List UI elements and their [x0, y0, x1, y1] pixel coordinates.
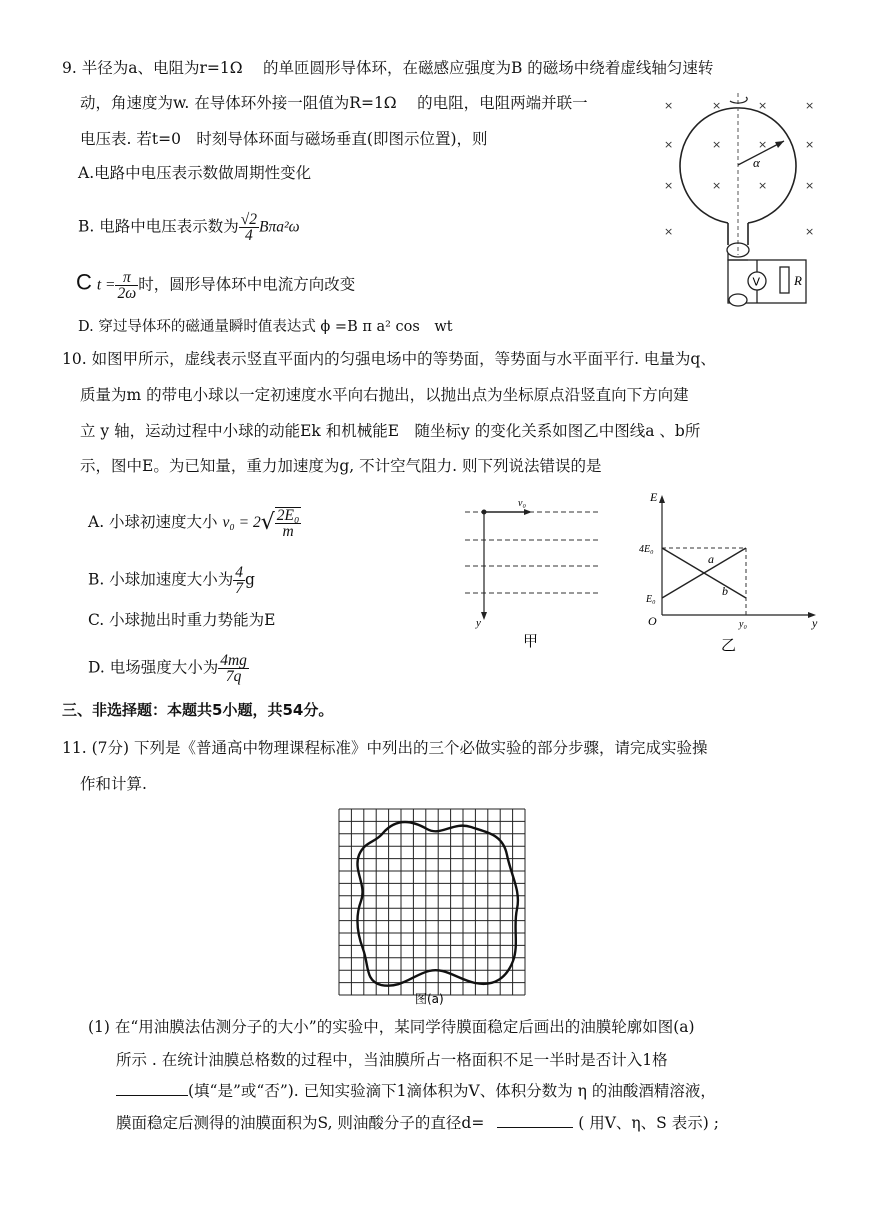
q10-option-b-fraction: [233, 565, 245, 596]
cross-mark: ×: [758, 179, 768, 192]
v0-label: v₀: [518, 498, 526, 509]
sqrt-icon: √: [260, 510, 275, 535]
q10-option-d-fraction: [218, 653, 249, 684]
q11-p1-line1: (1) 在“用油膜法估测分子的大小”的实验中，某同学待膜面稳定后画出的油膜轮廓如图(a): [88, 1018, 695, 1036]
alpha-label: α: [753, 155, 760, 170]
figure-caption-jia: 甲: [523, 632, 539, 650]
q10-figure-yi: [636, 485, 826, 660]
q9-option-c-den: 2ω: [117, 285, 137, 302]
figure-caption-yi: 乙: [721, 636, 737, 654]
cross-mark: ×: [805, 138, 815, 151]
q11-p1-line2: 所示 . 在统计油膜总格数的过程中，当油膜所占一格面积不足一半时是否计入1格: [116, 1051, 668, 1069]
q9-option-c: [76, 270, 355, 301]
q9-option-a: A.电路中电压表示数做周期性变化: [78, 164, 312, 182]
q9-option-c-t: t =: [96, 276, 116, 294]
cross-mark: ×: [712, 99, 722, 112]
answer-blank-1[interactable]: [116, 1081, 188, 1096]
q10-line4: 示，图中E。为已知量，重力加速度为g, 不计空气阻力. 则下列说法错误的是: [80, 457, 602, 475]
q10-line1: 10. 如图甲所示，虚线表示竖直平面内的匀强电场中的等势面，等势面与水平面平行. 电量为q、: [62, 350, 716, 368]
cross-mark: ×: [805, 99, 815, 112]
q10-option-d-den: 7q: [225, 668, 242, 685]
q9-line2: 动，角速度为w. 在导体环外接一阻值为R=1Ω 的电阻，电阻两端并联一: [80, 94, 588, 112]
ball: [482, 510, 487, 515]
q11-p1-line3: [116, 1081, 716, 1101]
cross-mark: ×: [664, 179, 674, 192]
q11-line2: 作和计算.: [80, 775, 147, 793]
magnetic-field-crosses: [664, 99, 814, 238]
line-b-label: b: [722, 584, 728, 598]
q9-option-c-num: π: [115, 270, 138, 286]
cross-mark: ×: [664, 225, 674, 238]
y-label: y: [812, 616, 818, 630]
cross-mark: ×: [664, 138, 674, 151]
q10-option-d-label: D. 电场强度大小为: [88, 658, 219, 677]
brush-contact: [729, 294, 747, 306]
q9-line3: 电压表. 若t=0 时刻导体环面与磁场垂直(即图示位置)，则: [80, 130, 488, 148]
cross-mark: ×: [805, 225, 815, 238]
cross-mark: ×: [664, 99, 674, 112]
oil-film-grid-figure: [335, 805, 535, 1005]
q10-option-b: [88, 565, 255, 596]
q9-option-b-fraction: [239, 212, 259, 243]
q9-figure: [650, 85, 820, 315]
y-label: y: [476, 617, 481, 629]
q10-figure-jia: [460, 492, 610, 662]
q11-p1-line4: [116, 1113, 719, 1133]
q10-option-a-v0: v₀ = 2: [222, 514, 261, 531]
E-label: E: [650, 490, 658, 504]
origin-label: O: [648, 614, 657, 628]
line-a-label: a: [708, 552, 714, 566]
q11-p1-line3-text: (填“是”或“否”). 已知实验滴下1滴体积为V、体积分数为 η 的油酸酒精溶液，: [188, 1082, 716, 1100]
q10-option-b-label: B. 小球加速度大小为: [88, 570, 234, 589]
q10-option-b-num: 4: [235, 564, 243, 581]
q10-option-b-den: 7: [235, 580, 243, 597]
q9-option-b-num: √2: [240, 211, 258, 228]
rotation-arrow-icon: [730, 97, 747, 103]
q10-option-d: [88, 653, 249, 684]
q10-option-a-num: 2E₀: [276, 507, 300, 524]
q10-option-b-unit: g: [245, 570, 255, 589]
q9-line1: 9. 半径为a、电阻为r=1Ω 的单匝圆形导体环，在磁感应强度为B 的磁场中绕着虚线轴匀速转: [62, 59, 714, 77]
answer-blank-2[interactable]: [497, 1113, 573, 1128]
cross-mark: ×: [712, 138, 722, 151]
q9-option-b-expr: Bπa²ω: [259, 218, 300, 236]
voltmeter-label: V: [752, 275, 761, 289]
cross-mark: ×: [758, 99, 768, 112]
q10-option-a: [88, 507, 301, 539]
cross-mark: ×: [758, 138, 768, 151]
q11-line1: 11. (7分) 下列是《普通高中物理课程标准》中列出的三个必做实验的部分步骤，请完成实验操: [62, 739, 708, 757]
q11-p1-line4-hint: ( 用V、η、S 表示) ;: [578, 1114, 719, 1132]
q9-option-c-text: 时，圆形导体环中电流方向改变: [138, 275, 356, 294]
tick-y0: y₀: [739, 619, 747, 630]
q9-option-c-fraction: [115, 270, 138, 301]
section-heading: 三、非选择题：本题共5小题，共54分。: [62, 701, 334, 719]
q9-option-b-label: B. 电路中电压表示数为: [78, 217, 239, 236]
cross-mark: ×: [712, 179, 722, 192]
q10-option-d-num: 4mg: [220, 652, 247, 669]
q9-option-d: D. 穿过导体环的磁通量瞬时值表达式 ϕ =B π a² cos wt: [78, 319, 453, 335]
q10-line3: 立 y 轴，运动过程中小球的动能Ek 和机械能E 随坐标y 的变化关系如图乙中图线a 、b所: [80, 422, 701, 440]
q10-option-a-fraction: [275, 507, 302, 539]
q9-option-b: [78, 212, 300, 243]
tick-E0: E₀: [646, 594, 656, 605]
q11-p1-line4-text: 膜面稳定后测得的油膜面积为S, 则油酸分子的直径d=: [116, 1114, 485, 1132]
q10-option-c: C. 小球抛出时重力势能为E: [88, 611, 276, 629]
resistor-label: R: [794, 273, 802, 288]
resistor-icon: [780, 267, 789, 293]
q10-option-a-den: m: [282, 523, 294, 540]
figure-caption-a: 图(a): [415, 992, 444, 1005]
q9-option-b-den: 4: [245, 227, 253, 244]
q9-option-c-letter: C: [76, 269, 92, 295]
q10-option-a-label: A. 小球初速度大小: [88, 513, 218, 531]
tick-4E0: 4E₀: [639, 544, 654, 555]
cross-mark: ×: [805, 179, 815, 192]
q10-line2: 质量为m 的带电小球以一定初速度水平向右抛出，以抛出点为坐标原点沿竖直向下方向建: [80, 386, 689, 404]
